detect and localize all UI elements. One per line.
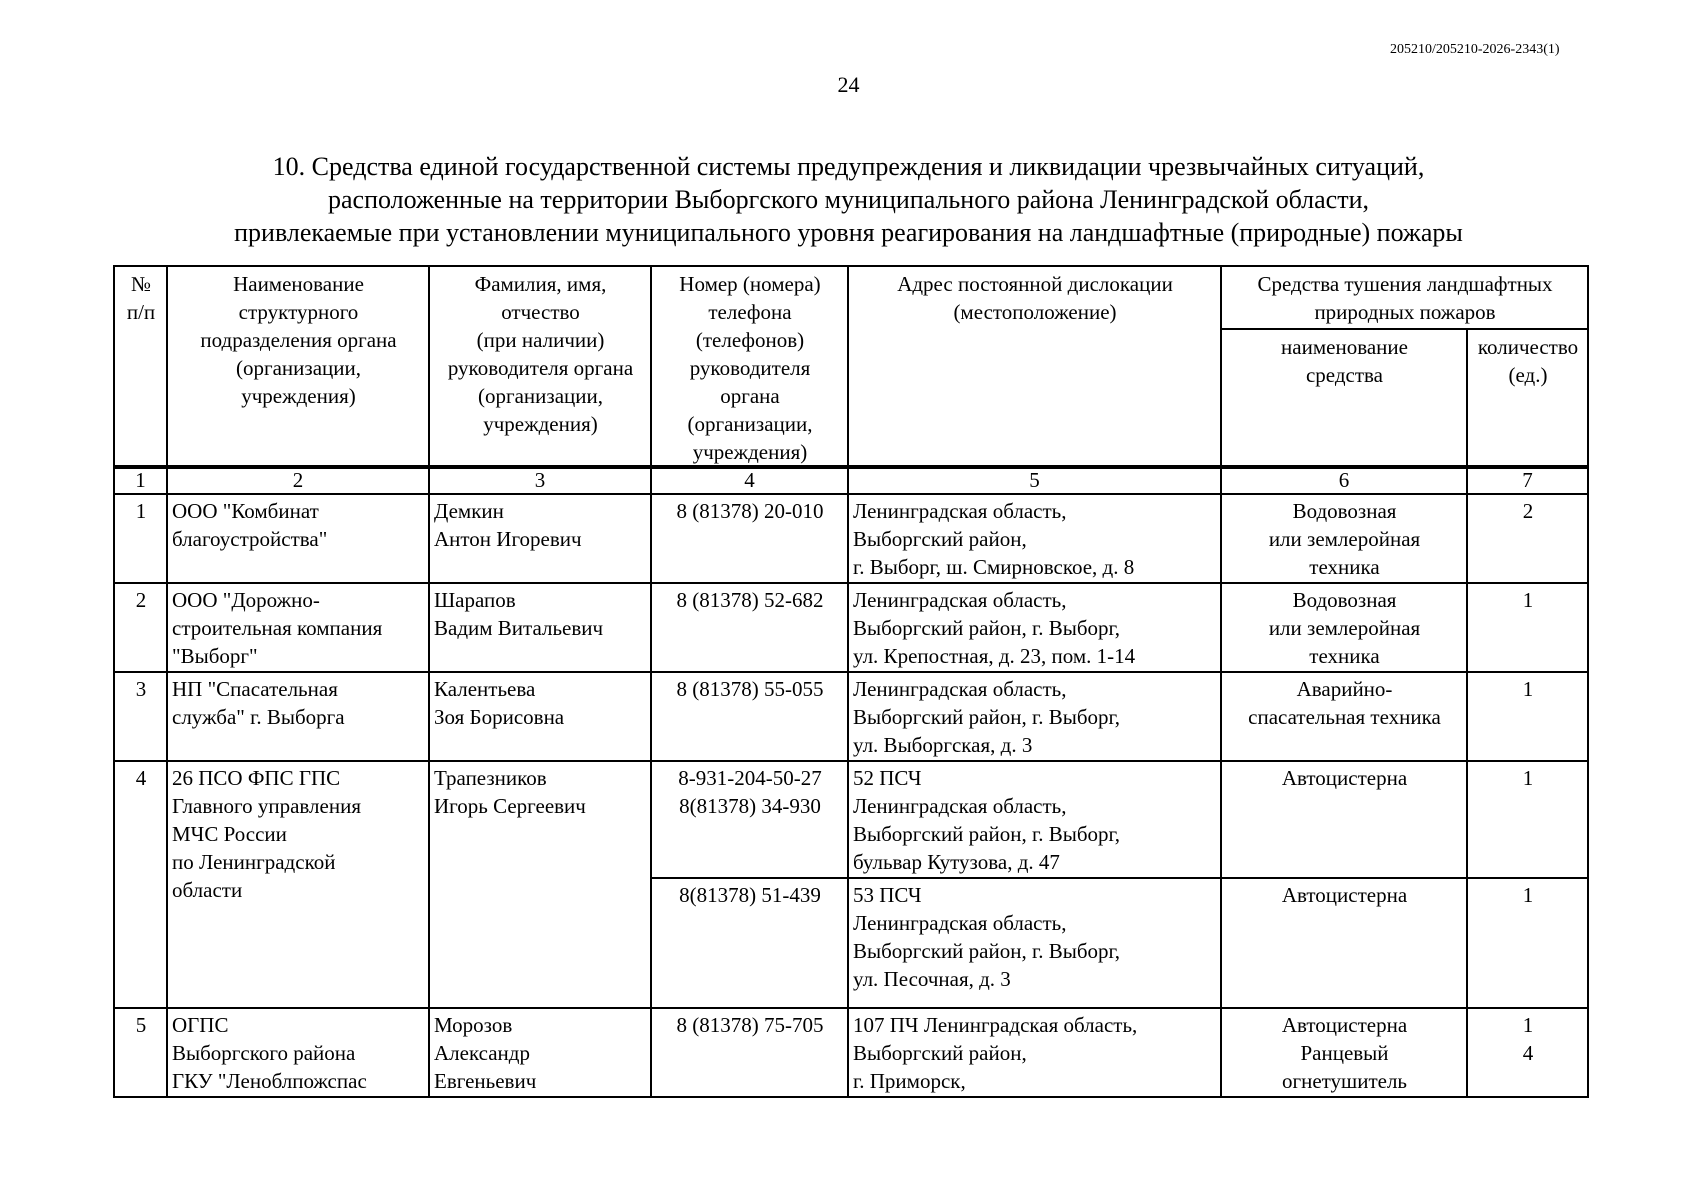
row-num: 5 <box>114 1008 167 1097</box>
cell-line: № <box>130 272 152 296</box>
table-row <box>114 494 1588 583</box>
cell-line: телефона <box>708 300 792 324</box>
header-means-group <box>1221 266 1588 329</box>
table-row <box>114 672 1588 761</box>
cell-line: 1 <box>1522 883 1534 907</box>
cell-line: учреждения) <box>483 412 598 436</box>
column-number: 7 <box>1467 466 1588 494</box>
row-address <box>848 1008 1221 1097</box>
cell-line: Выборгский район, г. Выборг, <box>853 705 1121 729</box>
row-qty <box>1467 494 1588 583</box>
cell-line: п/п <box>126 300 156 324</box>
cell-line: благоустройства" <box>172 527 328 551</box>
row-phone <box>651 672 848 761</box>
cell-line: огнетушитель <box>1281 1069 1408 1093</box>
row-head-name <box>429 583 651 672</box>
row-phone <box>651 1008 848 1097</box>
cell-line: наименование <box>1281 334 1408 359</box>
cell-line: Калентьева <box>434 677 536 701</box>
cell-line: 1 <box>1522 766 1534 790</box>
cell-line: количество <box>1477 334 1579 359</box>
cell-line: по Ленинградской <box>172 850 336 874</box>
cell-line: строительная компания <box>172 616 383 640</box>
cell-line: Фамилия, имя, <box>474 272 607 296</box>
cell-line: Ленинградская область, <box>853 588 1067 612</box>
column-number: 4 <box>651 466 848 494</box>
column-number-row <box>114 466 1588 494</box>
cell-line: 8-931-204-50-27 <box>678 766 822 790</box>
cell-line: 8 (81378) 52-682 <box>676 588 824 612</box>
cell-line: Выборгский район, <box>853 1041 1027 1065</box>
header-means-name <box>1221 329 1467 468</box>
row-num: 2 <box>114 583 167 672</box>
cell-line: служба" г. Выборга <box>172 705 345 729</box>
cell-line: 53 ПСЧ <box>853 883 922 907</box>
cell-line: или землеройная <box>1268 616 1421 640</box>
cell-line: 8 (81378) 75-705 <box>676 1013 824 1037</box>
document-id: 205210/205210-2026-2343(1) <box>1390 42 1560 57</box>
cell-line: (при наличии) <box>476 328 605 352</box>
cell-line: 1 <box>1522 677 1534 701</box>
cell-line: бульвар Кутузова, д. 47 <box>853 850 1060 874</box>
cell-line: Трапезников <box>434 766 547 790</box>
row-unit <box>167 494 429 583</box>
cell-line: руководителя <box>689 356 811 380</box>
row-qty <box>1467 761 1588 878</box>
cell-line: Ленинградская область, <box>853 499 1067 523</box>
header-address <box>848 266 1221 468</box>
row-address <box>848 583 1221 672</box>
title-line: 10. Средства единой государственной системы предупреждения и ликвидации чрезвычайных ситуаций, <box>272 152 1425 181</box>
title-line: привлекаемые при установлении муниципального уровня реагирования на ландшафтные (природные) пожары <box>234 218 1463 247</box>
cell-line: подразделения органа <box>200 328 397 352</box>
cell-line: Ранцевый <box>1300 1041 1389 1065</box>
table-row <box>114 761 1588 878</box>
data-table <box>113 465 1589 1098</box>
cell-line: Вадим Витальевич <box>434 616 604 640</box>
cell-line: "Выборг" <box>172 644 258 668</box>
cell-line: руководителя органа <box>447 356 634 380</box>
row-means <box>1221 494 1467 583</box>
cell-line: области <box>172 878 243 902</box>
cell-line: (организации, <box>236 356 361 380</box>
cell-line: 1 <box>1522 588 1534 612</box>
header-head-name <box>429 266 651 468</box>
cell-line: 52 ПСЧ <box>853 766 922 790</box>
header-num <box>114 266 167 468</box>
cell-line: 1 <box>1522 1013 1534 1037</box>
header-unit <box>167 266 429 468</box>
cell-line: Евгеньевич <box>434 1069 537 1093</box>
row-means <box>1221 878 1467 1008</box>
cell-line: органа <box>720 384 780 408</box>
cell-line: НП "Спасательная <box>172 677 338 701</box>
cell-line: средства <box>1305 362 1383 387</box>
column-number: 5 <box>848 466 1221 494</box>
row-unit <box>167 583 429 672</box>
cell-line: ООО "Комбинат <box>172 499 319 523</box>
page-number: 24 <box>837 72 860 97</box>
row-address <box>848 672 1221 761</box>
row-means <box>1221 761 1467 878</box>
cell-line: природных пожаров <box>1314 300 1496 324</box>
row-qty <box>1467 583 1588 672</box>
cell-line: Выборгский район, г. Выборг, <box>853 616 1121 640</box>
cell-line: учреждения) <box>241 384 356 408</box>
cell-line: Автоцистерна <box>1281 766 1408 790</box>
table-row <box>114 583 1588 672</box>
cell-line: ул. Песочная, д. 3 <box>853 967 1011 991</box>
cell-line: (местоположение) <box>953 300 1117 324</box>
cell-line: 26 ПСО ФПС ГПС <box>172 766 341 790</box>
header-means-qty <box>1467 329 1588 468</box>
cell-line: (телефонов) <box>695 328 805 352</box>
cell-line: Выборгского района <box>172 1041 356 1065</box>
row-head-name <box>429 672 651 761</box>
row-head-name <box>429 1008 651 1097</box>
cell-line: ООО "Дорожно- <box>172 588 320 612</box>
row-address <box>848 878 1221 1008</box>
column-number: 1 <box>114 466 167 494</box>
row-address <box>848 494 1221 583</box>
cell-line: Ленинградская область, <box>853 677 1067 701</box>
row-phone <box>651 494 848 583</box>
row-qty <box>1467 878 1588 1008</box>
cell-line: Выборгский район, г. Выборг, <box>853 822 1121 846</box>
row-num: 4 <box>114 761 167 1008</box>
column-number: 2 <box>167 466 429 494</box>
cell-line: 2 <box>1522 499 1534 523</box>
cell-line: г. Приморск, <box>853 1069 966 1093</box>
cell-line: Шарапов <box>434 588 516 612</box>
title-line: расположенные на территории Выборгского муниципального района Ленинградской области, <box>328 185 1369 214</box>
row-qty <box>1467 1008 1588 1097</box>
row-qty <box>1467 672 1588 761</box>
row-unit <box>167 672 429 761</box>
cell-line: МЧС России <box>172 822 287 846</box>
column-number: 3 <box>429 466 651 494</box>
row-phone <box>651 761 848 878</box>
cell-line: 107 ПЧ Ленинградская область, <box>853 1013 1138 1037</box>
cell-line: ОГПС <box>172 1013 229 1037</box>
cell-line: 8(81378) 51-439 <box>679 883 821 907</box>
row-phone <box>651 878 848 1008</box>
cell-line: 8(81378) 34-930 <box>679 794 821 818</box>
cell-line: Аварийно- <box>1296 677 1393 701</box>
cell-line: Александр <box>434 1041 530 1065</box>
cell-line: Автоцистерна <box>1281 1013 1408 1037</box>
cell-line: спасательная техника <box>1248 705 1441 729</box>
table-header <box>113 265 1589 469</box>
cell-line: Демкин <box>434 499 504 523</box>
cell-line: (организации, <box>687 412 813 436</box>
row-means <box>1221 1008 1467 1097</box>
column-number: 6 <box>1221 466 1467 494</box>
cell-line: учреждения) <box>692 440 808 464</box>
cell-line: Ленинградская область, <box>853 794 1067 818</box>
cell-line: ул. Выборгская, д. 3 <box>853 733 1033 757</box>
section-title <box>0 150 1697 249</box>
cell-line: Автоцистерна <box>1281 883 1408 907</box>
row-address <box>848 761 1221 878</box>
cell-line: Главного управления <box>172 794 361 818</box>
cell-line: г. Выборг, ш. Смирновское, д. 8 <box>853 555 1135 579</box>
cell-line: отчество <box>501 300 580 324</box>
cell-line: (ед.) <box>1508 362 1548 387</box>
cell-line: Средства тушения ландшафтных <box>1257 272 1553 296</box>
row-means <box>1221 672 1467 761</box>
row-num: 3 <box>114 672 167 761</box>
cell-line: техника <box>1309 644 1380 668</box>
cell-line: Антон Игоревич <box>434 527 582 551</box>
cell-line: Ленинградская область, <box>853 911 1067 935</box>
row-head-name <box>429 494 651 583</box>
cell-line: (организации, <box>478 384 603 408</box>
cell-line: Выборгский район, <box>853 527 1027 551</box>
cell-line: Адрес постоянной дислокации <box>897 272 1173 296</box>
row-num: 1 <box>114 494 167 583</box>
cell-line: Водовозная <box>1292 588 1397 612</box>
header-phone <box>651 266 848 468</box>
cell-line: Номер (номера) <box>679 272 821 296</box>
cell-line: Зоя Борисовна <box>434 705 565 729</box>
cell-line: Игорь Сергеевич <box>434 794 586 818</box>
cell-line: Морозов <box>434 1013 513 1037</box>
cell-line: 8 (81378) 20-010 <box>676 499 824 523</box>
row-unit <box>167 1008 429 1097</box>
cell-line: Выборгский район, г. Выборг, <box>853 939 1121 963</box>
cell-line: Водовозная <box>1292 499 1397 523</box>
cell-line: ГКУ "Леноблпожспас <box>172 1069 367 1093</box>
cell-line: Наименование <box>233 272 364 296</box>
row-phone <box>651 583 848 672</box>
row-head-name <box>429 761 651 1008</box>
cell-line: или землеройная <box>1268 527 1421 551</box>
cell-line: структурного <box>238 300 359 324</box>
row-unit <box>167 761 429 1008</box>
table-row <box>114 1008 1588 1097</box>
cell-line: ул. Крепостная, д. 23, пом. 1-14 <box>853 644 1136 668</box>
row-means <box>1221 583 1467 672</box>
cell-line: 4 <box>1522 1041 1534 1065</box>
cell-line: техника <box>1309 555 1380 579</box>
cell-line: 8 (81378) 55-055 <box>676 677 824 701</box>
